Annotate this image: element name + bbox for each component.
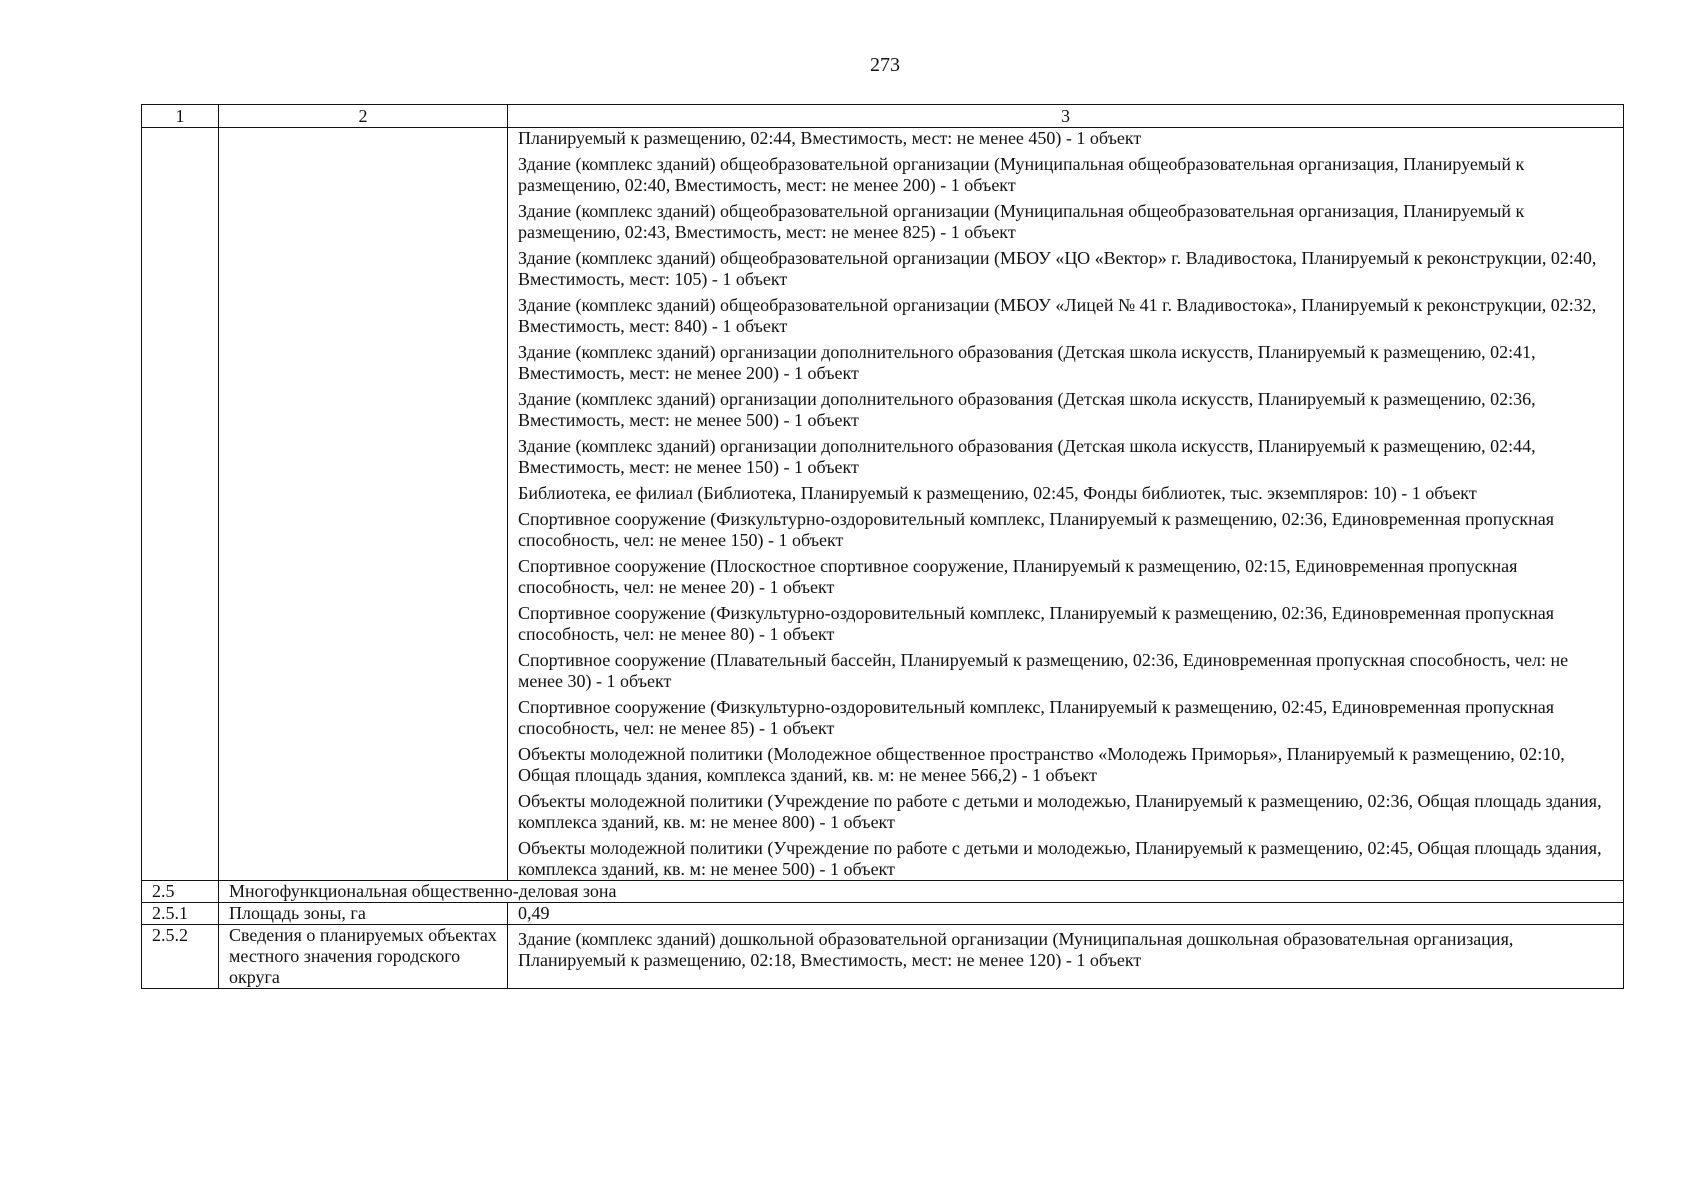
empty-cell (219, 128, 508, 881)
planned-object-entry: Спортивное сооружение (Плавательный бассейн, Планируемый к размещению, 02:36, Единовременная пропускная способность, чел: не менее 30) - 1 объект (518, 650, 1569, 691)
planned-object-entry: Здание (комплекс зданий) общеобразовательной организации (МБОУ «ЦО «Вектор» г. Владивостока, Планируемый к реконструкции, 02:40, Вместимость, мест: 105) - 1 объект (518, 248, 1597, 289)
header-cell-2: 2 (219, 105, 508, 128)
table-header-row (142, 105, 1624, 128)
planned-object-entry: Спортивное сооружение (Плоскостное спортивное сооружение, Планируемый к размещению, 02:15, Единовременная пропускная способность, чел: не менее 20) - 1 объект (518, 556, 1518, 597)
planned-object-entry: Спортивное сооружение (Физкультурно-оздоровительный комплекс, Планируемый к размещению, 02:36, Единовременная пропускная способность, чел: не менее 150) - 1 объект (518, 509, 1554, 550)
empty-cell (142, 128, 219, 881)
planned-object-entry: Здание (комплекс зданий) общеобразовательной организации (МБОУ «Лицей № 41 г. Владивостока», Планируемый к реконструкции, 02:32, Вместимость, мест: 840) - 1 объект (518, 295, 1597, 336)
row-label: Сведения о планируемых объектах местного значения городского округа (219, 925, 508, 989)
row-number: 2.5.2 (142, 925, 219, 989)
page-number: 273 (870, 54, 900, 76)
planned-object-entry: Здание (комплекс зданий) организации дополнительного образования (Детская школа искусств, Планируемый к размещению, 02:44, Вместимость, мест: не менее 150) - 1 объект (518, 436, 1536, 477)
header-cell-3: 3 (508, 105, 1624, 128)
planned-object-entry: Объекты молодежной политики (Учреждение по работе с детьми и молодежью, Планируемый к размещению, 02:36, Общая площадь здания, комплекса зданий, кв. м: не менее 800) - 1 объект (518, 791, 1602, 832)
row-number: 2.5 (142, 881, 219, 903)
zone-name: Многофункциональная общественно-деловая зона (219, 881, 1624, 903)
planned-object-entry: Здание (комплекс зданий) организации дополнительного образования (Детская школа искусств, Планируемый к размещению, 02:41, Вместимость, мест: не менее 200) - 1 объект (518, 342, 1536, 383)
header-cell-1: 1 (142, 105, 219, 128)
planned-object-entry: Здание (комплекс зданий) организации дополнительного образования (Детская школа искусств, Планируемый к размещению, 02:36, Вместимость, мест: не менее 500) - 1 объект (518, 389, 1536, 430)
planned-object-entry: Здание (комплекс зданий) общеобразовательной организации (Муниципальная общеобразовательная организация, Планируемый к размещению, 02:43, Вместимость, мест: не менее 825) - 1 объект (518, 201, 1525, 242)
zone-table (141, 104, 1624, 989)
planned-object-entry: Объекты молодежной политики (Молодежное общественное пространство «Молодежь Приморья», Планируемый к размещению, 02:10, Общая площадь здания, комплекса зданий, кв. м: не менее 566,2) - 1 объект (518, 744, 1565, 785)
zone-area-value: 0,49 (508, 903, 1624, 925)
continuation-row (142, 128, 1624, 881)
planned-objects-list (508, 128, 1624, 881)
planned-object-entry: Библиотека, ее филиал (Библиотека, Планируемый к размещению, 02:45, Фонды библиотек, тыс. экземпляров: 10) - 1 объект (518, 483, 1477, 503)
planned-object-entry: Здание (комплекс зданий) общеобразовательной организации (Муниципальная общеобразовательная организация, Планируемый к размещению, 02:40, Вместимость, мест: не менее 200) - 1 объект (518, 154, 1525, 195)
planned-object-entry: Объекты молодежной политики (Учреждение по работе с детьми и молодежью, Планируемый к размещению, 02:45, Общая площадь здания, комплекса зданий, кв. м: не менее 500) - 1 объект (518, 838, 1602, 879)
row-label: Площадь зоны, га (219, 903, 508, 925)
table-row-2-5-1 (142, 903, 1624, 925)
table-row-2-5 (142, 881, 1624, 903)
planned-object-entry: Спортивное сооружение (Физкультурно-оздоровительный комплекс, Планируемый к размещению, 02:45, Единовременная пропускная способность, чел: не менее 85) - 1 объект (518, 697, 1554, 738)
planned-object-entry: Спортивное сооружение (Физкультурно-оздоровительный комплекс, Планируемый к размещению, 02:36, Единовременная пропускная способность, чел: не менее 80) - 1 объект (518, 603, 1554, 644)
table-row-2-5-2 (142, 925, 1624, 989)
row-value: Здание (комплекс зданий) дошкольной образовательной организации (Муниципальная дошкольная образовательная организация, Планируемый к размещению, 02:18, Вместимость, мест: не менее 120) - 1 объект (508, 925, 1624, 989)
planned-object-entry: Планируемый к размещению, 02:44, Вместимость, мест: не менее 450) - 1 объект (518, 128, 1142, 148)
row-number: 2.5.1 (142, 903, 219, 925)
